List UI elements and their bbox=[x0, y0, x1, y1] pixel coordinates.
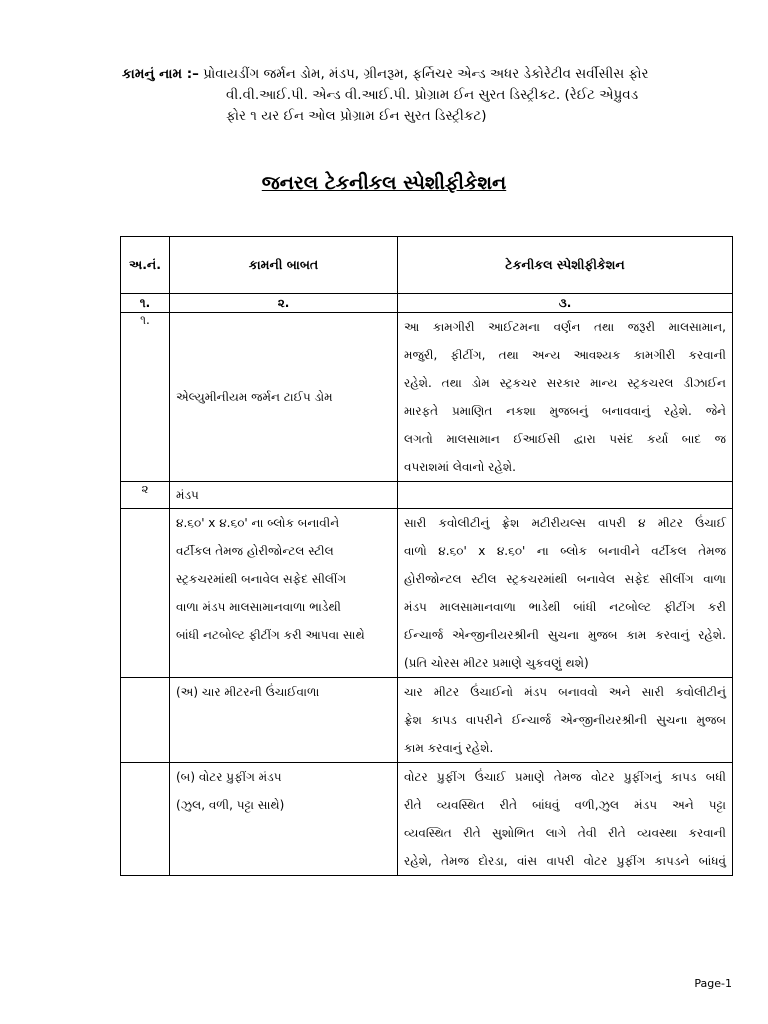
item-line: ૪.૬૦' x ૪.૬૦' ના બ્લોક બનાવીને bbox=[176, 516, 340, 530]
spec-line: (પ્રતિ ચોરસ મીટર પ્રમાણે ચુકવણું થશે) bbox=[404, 656, 589, 670]
work-name-header bbox=[122, 64, 742, 127]
item-line: વાળા મંડપ માલસામાનવાળા ભાડેથી bbox=[176, 600, 341, 614]
work-name-line-1: પ્રોવાયડીંગ જર્મન ડોમ, મંડપ, ગ્રીનરૂમ, ફર્નિચર એન્ડ અધર ડેકોરેટીવ સર્વીસીસ ફોર bbox=[203, 66, 649, 82]
column-number: ૩. bbox=[398, 294, 733, 313]
column-number: ૨. bbox=[170, 294, 398, 313]
row-work-item bbox=[170, 763, 398, 876]
row-work-item: મંડપ bbox=[170, 482, 398, 509]
spec-line: મજુરી, ફીટીંગ, તથા અન્ય આવશ્યક કામગીરી કરવાની bbox=[404, 348, 726, 362]
spec-line: હોરીજોન્ટલ સ્ટીલ સ્ટ્રકચરમાંથી બનાવેલ સફેદ સીલીંગ વાળા bbox=[404, 572, 726, 586]
column-number-row bbox=[121, 294, 733, 313]
table-row bbox=[121, 678, 733, 763]
spec-line: લગતો માલસામાન ઈઆઈસી દ્વારા પસંદ કર્યા બાદ જ bbox=[404, 432, 726, 446]
spec-line: રીતે વ્યવસ્થિત રીતે બાંધવું વળી,ઝુલ મંડપ અને પટ્ટા bbox=[404, 798, 726, 812]
item-line: વર્ટીકલ તેમજ હોરીજોન્ટલ સ્ટીલ bbox=[176, 544, 334, 558]
spec-line: સારી કવોલીટીનું ફ્રેશ મટીરીયલ્સ વાપરી ૪ મીટર ઉંચાઈ bbox=[404, 516, 726, 530]
document-title: જનરલ ટેકનીકલ સ્પેશીફીકેશન bbox=[261, 172, 507, 194]
row-serial-no: ૨ bbox=[121, 482, 170, 509]
work-name-line-3: ફોર ૧ યર ઈન ઓલ પ્રોગ્રામ ઈન સુરત ડિસ્ટ્રીકટ) bbox=[226, 108, 487, 124]
item-line: (ઝુલ, વળી, પટ્ટા સાથે) bbox=[176, 798, 285, 812]
row-work-item bbox=[170, 678, 398, 763]
spec-line: ફ્રેશ કાપડ વાપરીને ઈન્ચાર્જ એન્જીનીયરશ્રીની સુચના મુજબ bbox=[404, 713, 726, 727]
row-work-item bbox=[170, 509, 398, 678]
work-name-line-2: વી.વી.આઈ.પી. એન્ડ વી.આઈ.પી. પ્રોગ્રામ ઈન સુરત ડિસ્ટ્રીકટ. (રેઈટ એપ્રુવડ bbox=[226, 87, 639, 103]
row-serial-no bbox=[121, 509, 170, 678]
specification-table bbox=[120, 236, 733, 876]
row-spec bbox=[398, 678, 733, 763]
header-serial-no: અ.નં. bbox=[121, 237, 170, 294]
table-row bbox=[121, 313, 733, 482]
spec-line: ઈન્ચાર્જ એન્જીનીયરશ્રીની સુચના મુજબ કામ કરવાનું રહેશે. bbox=[404, 628, 726, 642]
spec-line: ચાર મીટર ઉંચાઈનો મંડપ બનાવવો અને સારી કવોલીટીનું bbox=[404, 685, 726, 699]
spec-line: વ્યવસ્થિત રીતે સુશોભિત લાગે તેવી રીતે વ્યવસ્થા કરવાની bbox=[404, 826, 726, 840]
table-header-row bbox=[121, 237, 733, 294]
table-row bbox=[121, 509, 733, 678]
spec-line: આ કામગીરી આઈટમના વર્ણન તથા જરૂરી માલસામાન, bbox=[404, 320, 726, 334]
spec-line: મારફતે પ્રમાણિત નકશા મુજબનું બનાવવાનું રહેશે. જેને bbox=[404, 404, 726, 418]
row-spec bbox=[398, 509, 733, 678]
table-row bbox=[121, 763, 733, 876]
spec-line: રહેશે. તથા ડોમ સ્ટ્રકચર સરકાર માન્ય સ્ટ્રકચરલ ડીઝાઈન bbox=[404, 376, 726, 390]
item-line: (અ) ચાર મીટરની ઉંચાઈવાળા bbox=[176, 685, 320, 699]
spec-line: રહેશે, તેમજ દોરડા, વાંસ વાપરી વોટર પ્રુફીંગ કાપડને બાંધવું bbox=[404, 854, 726, 868]
table-row bbox=[121, 482, 733, 509]
item-line: સ્ટ્રકચરમાંથી બનાવેલ સફેદ સીલીંગ bbox=[176, 572, 347, 586]
row-serial-no bbox=[121, 763, 170, 876]
header-technical-spec: ટેકનીકલ સ્પેશીફીકેશન bbox=[398, 237, 733, 294]
header-work-item: કામની બાબત bbox=[170, 237, 398, 294]
row-serial-no bbox=[121, 678, 170, 763]
row-spec bbox=[398, 763, 733, 876]
work-name-label: કામનું નામ :– bbox=[122, 66, 199, 82]
spec-line: મંડપ માલસામાનવાળા ભાડેથી બાંધી નટબોલ્ટ ફીટીંગ કરી bbox=[404, 600, 726, 614]
row-spec bbox=[398, 313, 733, 482]
item-line: (બ) વોટર પ્રુફીંગ મંડપ bbox=[176, 770, 282, 784]
spec-line: કામ કરવાનું રહેશે. bbox=[404, 741, 494, 755]
spec-line: વાળો ૪.૬૦' x ૪.૬૦' ના બ્લોક બનાવીને વર્ટીકલ તેમજ bbox=[404, 544, 726, 558]
row-work-item: એલ્યુમીનીયમ જર્મન ટાઈપ ડોમ bbox=[170, 313, 398, 482]
spec-line: વપરાશમાં લેવાનો રહેશે. bbox=[404, 460, 516, 474]
item-line: બાંધી નટબોલ્ટ ફીટીંગ કરી આપવા સાથે bbox=[176, 628, 365, 642]
row-spec bbox=[398, 482, 733, 509]
row-serial-no: ૧. bbox=[121, 313, 170, 482]
page-number: Page-1 bbox=[694, 977, 732, 990]
spec-line: વોટર પ્રુફીંગ ઉંચાઈ પ્રમાણે તેમજ વોટર પ્રુફીંગનું કાપડ બધી bbox=[404, 770, 726, 784]
column-number: ૧. bbox=[121, 294, 170, 313]
